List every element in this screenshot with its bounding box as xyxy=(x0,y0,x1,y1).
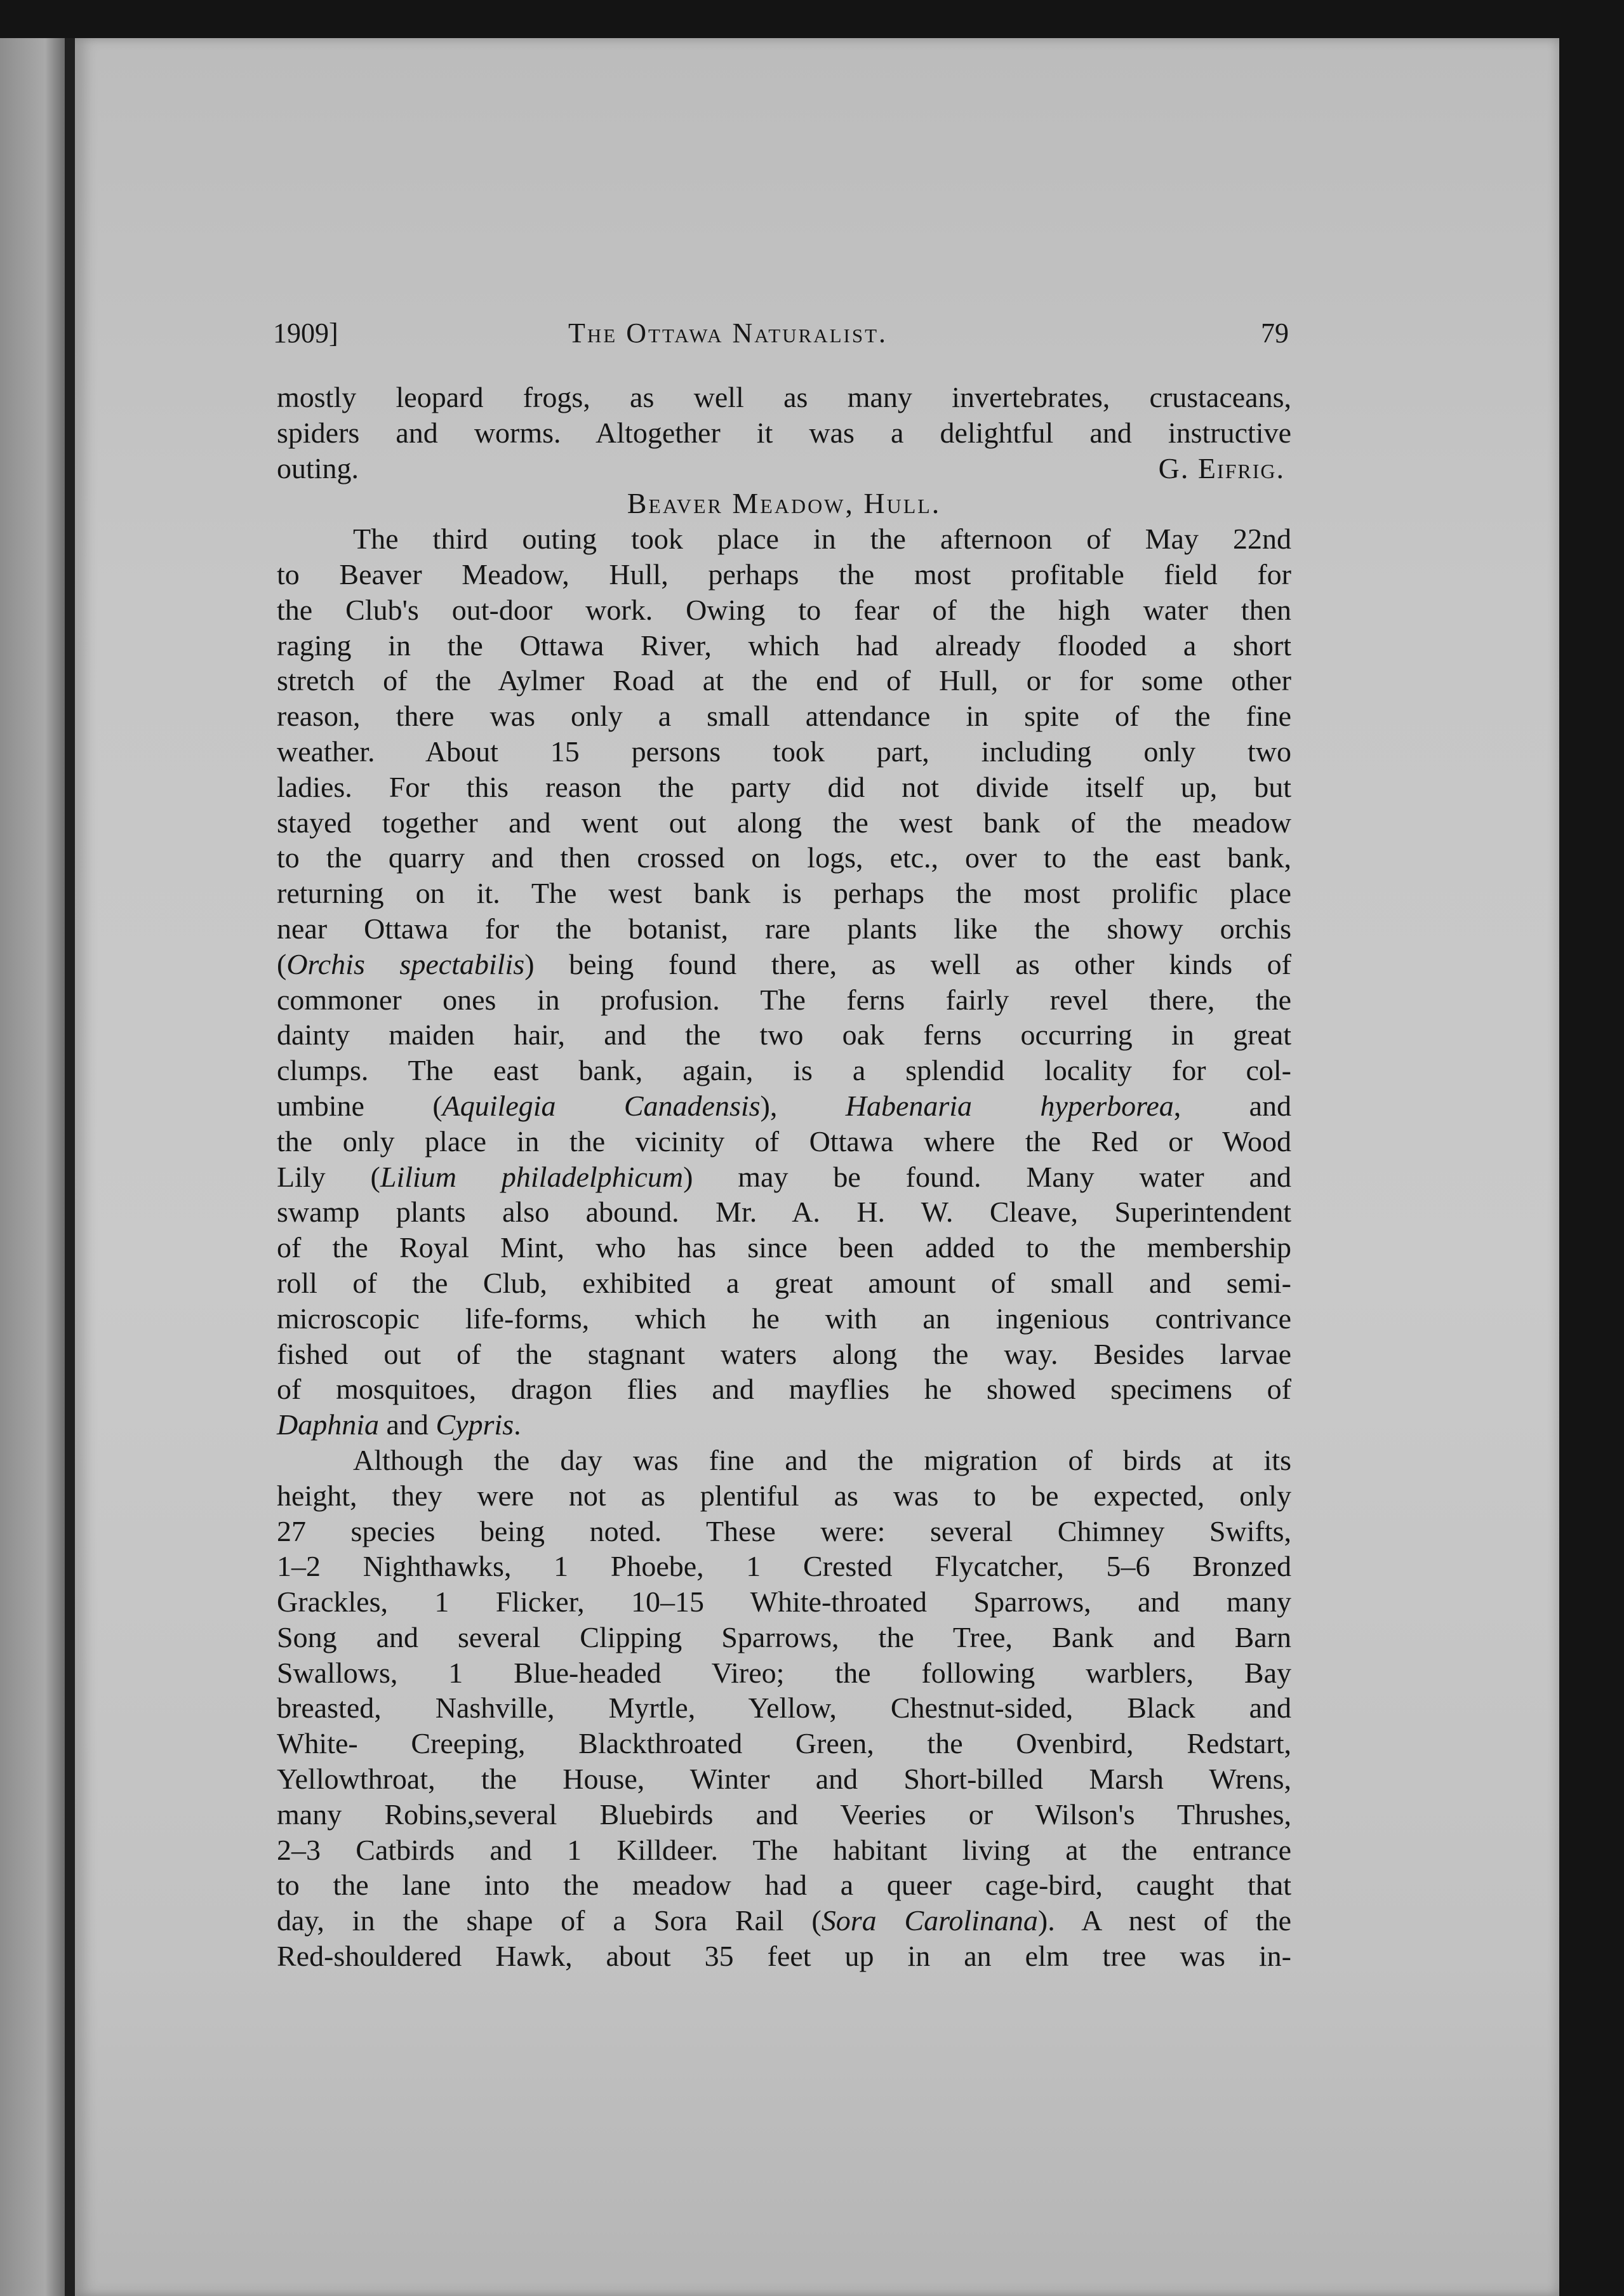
text-line: Song and several Clipping Sparrows, the Tree, Bank and Barn xyxy=(277,1620,1291,1653)
text-line: Swallows, 1 Blue-headed Vireo; the following warblers, Bay xyxy=(277,1656,1291,1689)
line-text: ) being found there, as well as other kinds of xyxy=(524,947,1291,980)
running-header xyxy=(273,311,1289,356)
line-text: outing. xyxy=(277,451,359,484)
text-line: 1–2 Nighthawks, 1 Phoebe, 1 Crested Flycatcher, 5–6 Bronzed xyxy=(277,1550,1291,1583)
line-text: and xyxy=(379,1408,436,1441)
text-line: Red-shouldered Hawk, about 35 feet up in an elm tree was in- xyxy=(277,1940,1291,1973)
text-line: breasted, Nashville, Myrtle, Yellow, Chestnut-sided, Black and xyxy=(277,1692,1291,1725)
text-line: swamp plants also abound. Mr. A. H. W. Cleave, Superintendent xyxy=(277,1196,1291,1229)
line-text: ) may be found. Many water and xyxy=(683,1160,1291,1193)
text-line: stayed together and went out along the west bank of the meadow xyxy=(277,806,1291,839)
text-line: 2–3 Catbirds and 1 Killdeer. The habitant living at the entrance xyxy=(277,1833,1291,1866)
italic-term: Habenaria hyperborea xyxy=(845,1089,1174,1122)
text-line: microscopic life-forms, which he with an ingenious contrivance xyxy=(277,1302,1291,1335)
italic-term: Sora Carolinana xyxy=(821,1904,1038,1937)
text-line: to the quarry and then crossed on logs, etc., over to the east bank, xyxy=(277,841,1291,874)
text-line: 27 species being noted. These were: several Chimney Swifts, xyxy=(277,1514,1291,1547)
italic-term: Daphnia xyxy=(277,1408,379,1441)
text-line: the Club's out-door work. Owing to fear of the high water then xyxy=(277,593,1291,626)
text-line: reason, there was only a small attendance in spite of the fine xyxy=(277,700,1291,733)
italic-term: Aquilegia Canadensis xyxy=(442,1089,761,1122)
text-line: Grackles, 1 Flicker, 10–15 White-throated Sparrows, and many xyxy=(277,1585,1291,1619)
text-line: Beaver Meadow, Hull. xyxy=(627,487,942,520)
page-number: 79 xyxy=(1261,317,1289,349)
text-line: weather. About 15 persons took part, including only two xyxy=(277,735,1291,768)
text-line: The third outing took place in the afternoon of May 22nd xyxy=(353,523,1291,556)
line-text: day, in the shape of a Sora Rail ( xyxy=(277,1904,822,1937)
text-line: White- Creeping, Blackthroated Green, the Ovenbird, Redstart, xyxy=(277,1727,1291,1760)
journal-title: The Ottawa Naturalist. xyxy=(568,317,888,349)
text-line: ladies. For this reason the party did not divide itself up, but xyxy=(277,770,1291,803)
text-line: near Ottawa for the botanist, rare plants like the showy orchis xyxy=(277,912,1291,945)
text-line: Yellowthroat, the House, Winter and Short-billed Marsh Wrens, xyxy=(277,1763,1291,1796)
text-line xyxy=(277,947,1291,982)
line-text: Lily ( xyxy=(277,1160,380,1193)
text-line xyxy=(277,1088,1291,1124)
header-year: 1909] xyxy=(273,317,338,349)
author-signature: G. Eifrig. xyxy=(1158,451,1285,484)
text-line: returning on it. The west bank is perhaps the most prolific place xyxy=(277,877,1291,910)
italic-term: Orchis spectabilis xyxy=(286,947,525,980)
text-line: mostly leopard frogs, as well as many invertebrates, crustaceans, xyxy=(277,381,1291,413)
text-line: height, they were not as plentiful as was to be expected, only xyxy=(277,1479,1291,1512)
line-text: , and xyxy=(1173,1089,1291,1122)
text-line: to Beaver Meadow, Hull, perhaps the most profitable field for xyxy=(277,557,1291,591)
text-line xyxy=(277,1407,1291,1443)
text-line xyxy=(277,451,1291,486)
text-line: roll of the Club, exhibited a great amount of small and semi- xyxy=(277,1266,1291,1299)
line-text: . xyxy=(514,1408,521,1441)
text-line: the only place in the vicinity of Ottawa where the Red or Wood xyxy=(277,1125,1291,1158)
text-line xyxy=(277,1903,1291,1939)
text-line: Although the day was fine and the migration of birds at its xyxy=(353,1443,1291,1476)
italic-term: Lilium philadelphicum xyxy=(380,1160,684,1193)
text-line xyxy=(277,1159,1291,1195)
line-text: umbine ( xyxy=(277,1089,443,1122)
text-line: raging in the Ottawa River, which had already flooded a short xyxy=(277,629,1291,662)
text-line: of the Royal Mint, who has since been added to the membership xyxy=(277,1231,1291,1264)
text-line: many Robins,several Bluebirds and Veeries or Wilson's Thrushes, xyxy=(277,1798,1291,1831)
text-line: to the lane into the meadow had a queer cage-bird, caught that xyxy=(277,1869,1291,1902)
article-body xyxy=(277,380,1291,1974)
line-text: ). A nest of the xyxy=(1037,1904,1291,1937)
text-line: commoner ones in profusion. The ferns fairly revel there, the xyxy=(277,983,1291,1016)
italic-term: Cypris xyxy=(436,1408,514,1441)
text-line: stretch of the Aylmer Road at the end of Hull, or for some other xyxy=(277,664,1291,697)
text-line: of mosquitoes, dragon flies and mayflies he showed specimens of xyxy=(277,1373,1291,1406)
left-page-edge xyxy=(0,38,75,2296)
text-line: spiders and worms. Altogether it was a delightful and instructive xyxy=(277,416,1291,449)
line-text: ), xyxy=(760,1089,846,1122)
book-gutter xyxy=(65,38,75,2296)
text-line: fished out of the stagnant waters along the way. Besides larvae xyxy=(277,1337,1291,1370)
line-text: ( xyxy=(277,947,287,980)
text-line: dainty maiden hair, and the two oak ferns occurring in great xyxy=(277,1018,1291,1051)
text-line: clumps. The east bank, again, is a splendid locality for col- xyxy=(277,1054,1291,1087)
